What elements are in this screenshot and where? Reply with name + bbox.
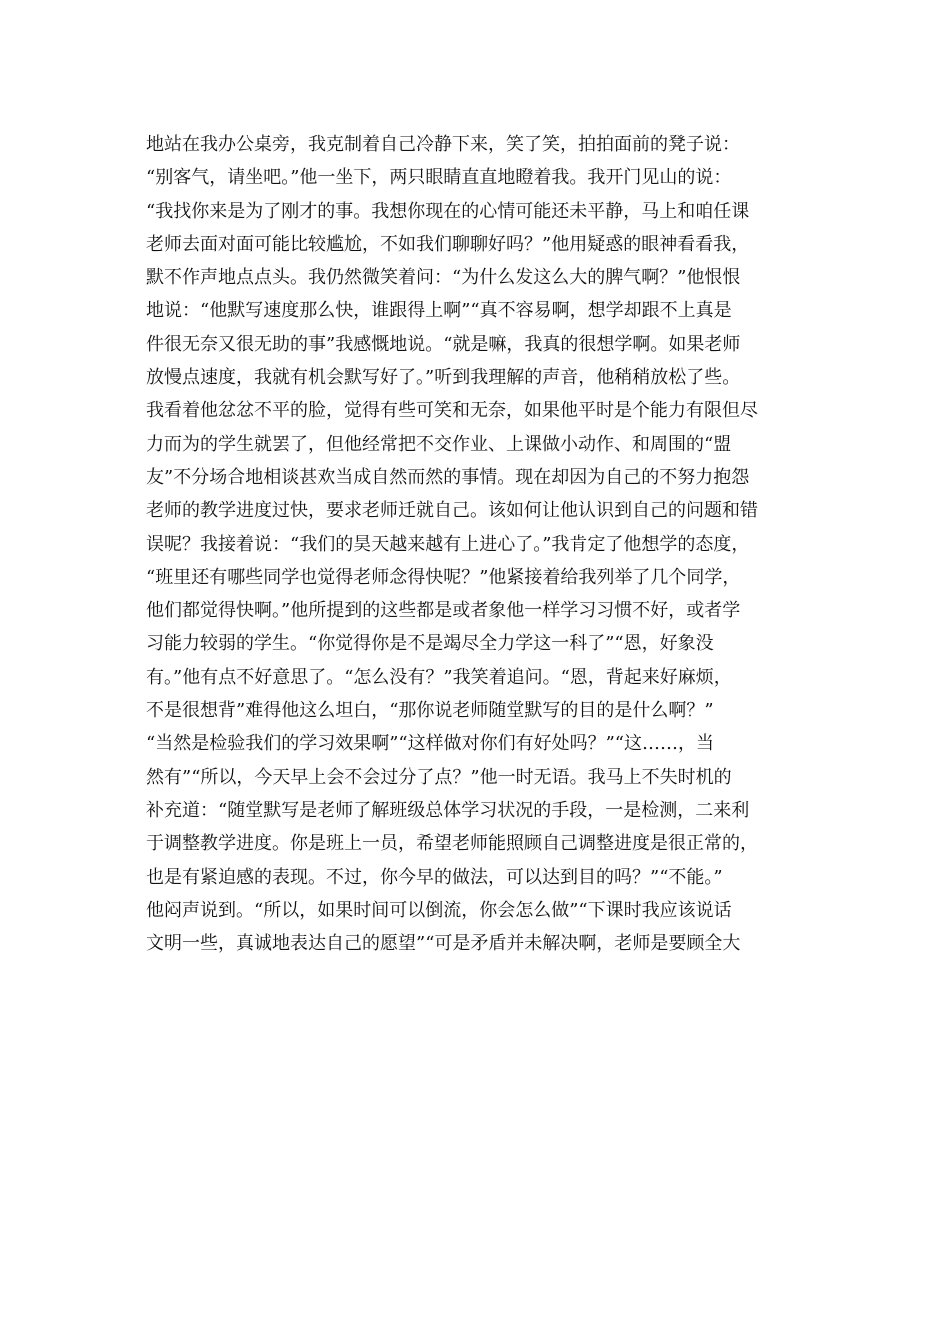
text-line: 地说：“他默写速度那么快，谁跟得上啊”“真不容易啊，想学却跟不上真是 bbox=[146, 300, 732, 322]
text-line: 也是有紧迫感的表现。不过，你今早的做法，可以达到目的吗？”“不能。” bbox=[146, 866, 723, 888]
text-line: “我找你来是为了刚才的事。我想你现在的心情可能还未平静，马上和咱任课 bbox=[146, 200, 750, 222]
text-line: 他闷声说到。“所以，如果时间可以倒流，你会怎么做”“下课时我应该说话 bbox=[146, 899, 732, 921]
text-line: 误呢？我接着说：“我们的昊天越来越有上进心了。”我肯定了他想学的态度， bbox=[146, 533, 750, 555]
text-line: 力而为的学生就罢了，但他经常把不交作业、上课做小动作、和周围的“盟 bbox=[146, 433, 732, 455]
text-line: 于调整教学进度。你是班上一员，希望老师能照顾自己调整进度是很正常的， bbox=[146, 833, 758, 855]
text-line: 有。”他有点不好意思了。“怎么没有？”我笑着追问。“恩，背起来好麻烦， bbox=[146, 666, 732, 688]
text-line: 件很无奈又很无助的事”我感慨地说。“就是嘛，我真的很想学啊。如果老师 bbox=[146, 333, 741, 355]
text-line: 补充道：“随堂默写是老师了解班级总体学习状况的手段，一是检测，二来利 bbox=[146, 799, 750, 821]
text-line: “别客气，请坐吧。”他一坐下，两只眼睛直直地瞪着我。我开门见山的说： bbox=[146, 167, 732, 189]
text-line: 默不作声地点点头。我仍然微笑着问：“为什么发这么大的脾气啊？”他恨恨 bbox=[146, 267, 741, 289]
text-line: 我看着他忿忿不平的脸，觉得有些可笑和无奈，如果他平时是个能力有限但尽 bbox=[146, 400, 758, 422]
text-line: “班里还有哪些同学也觉得老师念得快呢？”他紧接着给我列举了几个同学， bbox=[146, 566, 741, 588]
text-line: “当然是检验我们的学习效果啊”“这样做对你们有好处吗？”“这……，当 bbox=[146, 733, 715, 755]
text-line: 老师的教学进度过快，要求老师迁就自己。该如何让他认识到自己的问题和错 bbox=[146, 500, 758, 522]
text-line: 他们都觉得快啊。”他所提到的这些都是或者象他一样学习习惯不好，或者学 bbox=[146, 600, 741, 622]
text-line: 文明一些，真诚地表达自己的愿望”“可是矛盾并未解决啊，老师是要顾全大 bbox=[146, 933, 741, 955]
text-line: 习能力较弱的学生。“你觉得你是不是竭尽全力学这一科了”“恩，好象没 bbox=[146, 633, 714, 655]
text-line: 地站在我办公桌旁，我克制着自己冷静下来，笑了笑，拍拍面前的凳子说： bbox=[146, 134, 740, 155]
text-line: 友”不分场合地相谈甚欢当成自然而然的事情。现在却因为自己的不努力抱怨 bbox=[146, 466, 750, 488]
body-text bbox=[146, 128, 806, 960]
text-line: 然有”“所以，今天早上会不会过分了点？”他一时无语。我马上不失时机的 bbox=[146, 766, 732, 788]
text-line: 老师去面对面可能比较尴尬，不如我们聊聊好吗？”他用疑惑的眼神看看我， bbox=[146, 233, 750, 255]
text-line: 放慢点速度，我就有机会默写好了。”听到我理解的声音，他稍稍放松了些。 bbox=[146, 367, 741, 389]
text-line: 不是很想背”难得他这么坦白，“那你说老师随堂默写的目的是什么啊？” bbox=[146, 700, 714, 722]
